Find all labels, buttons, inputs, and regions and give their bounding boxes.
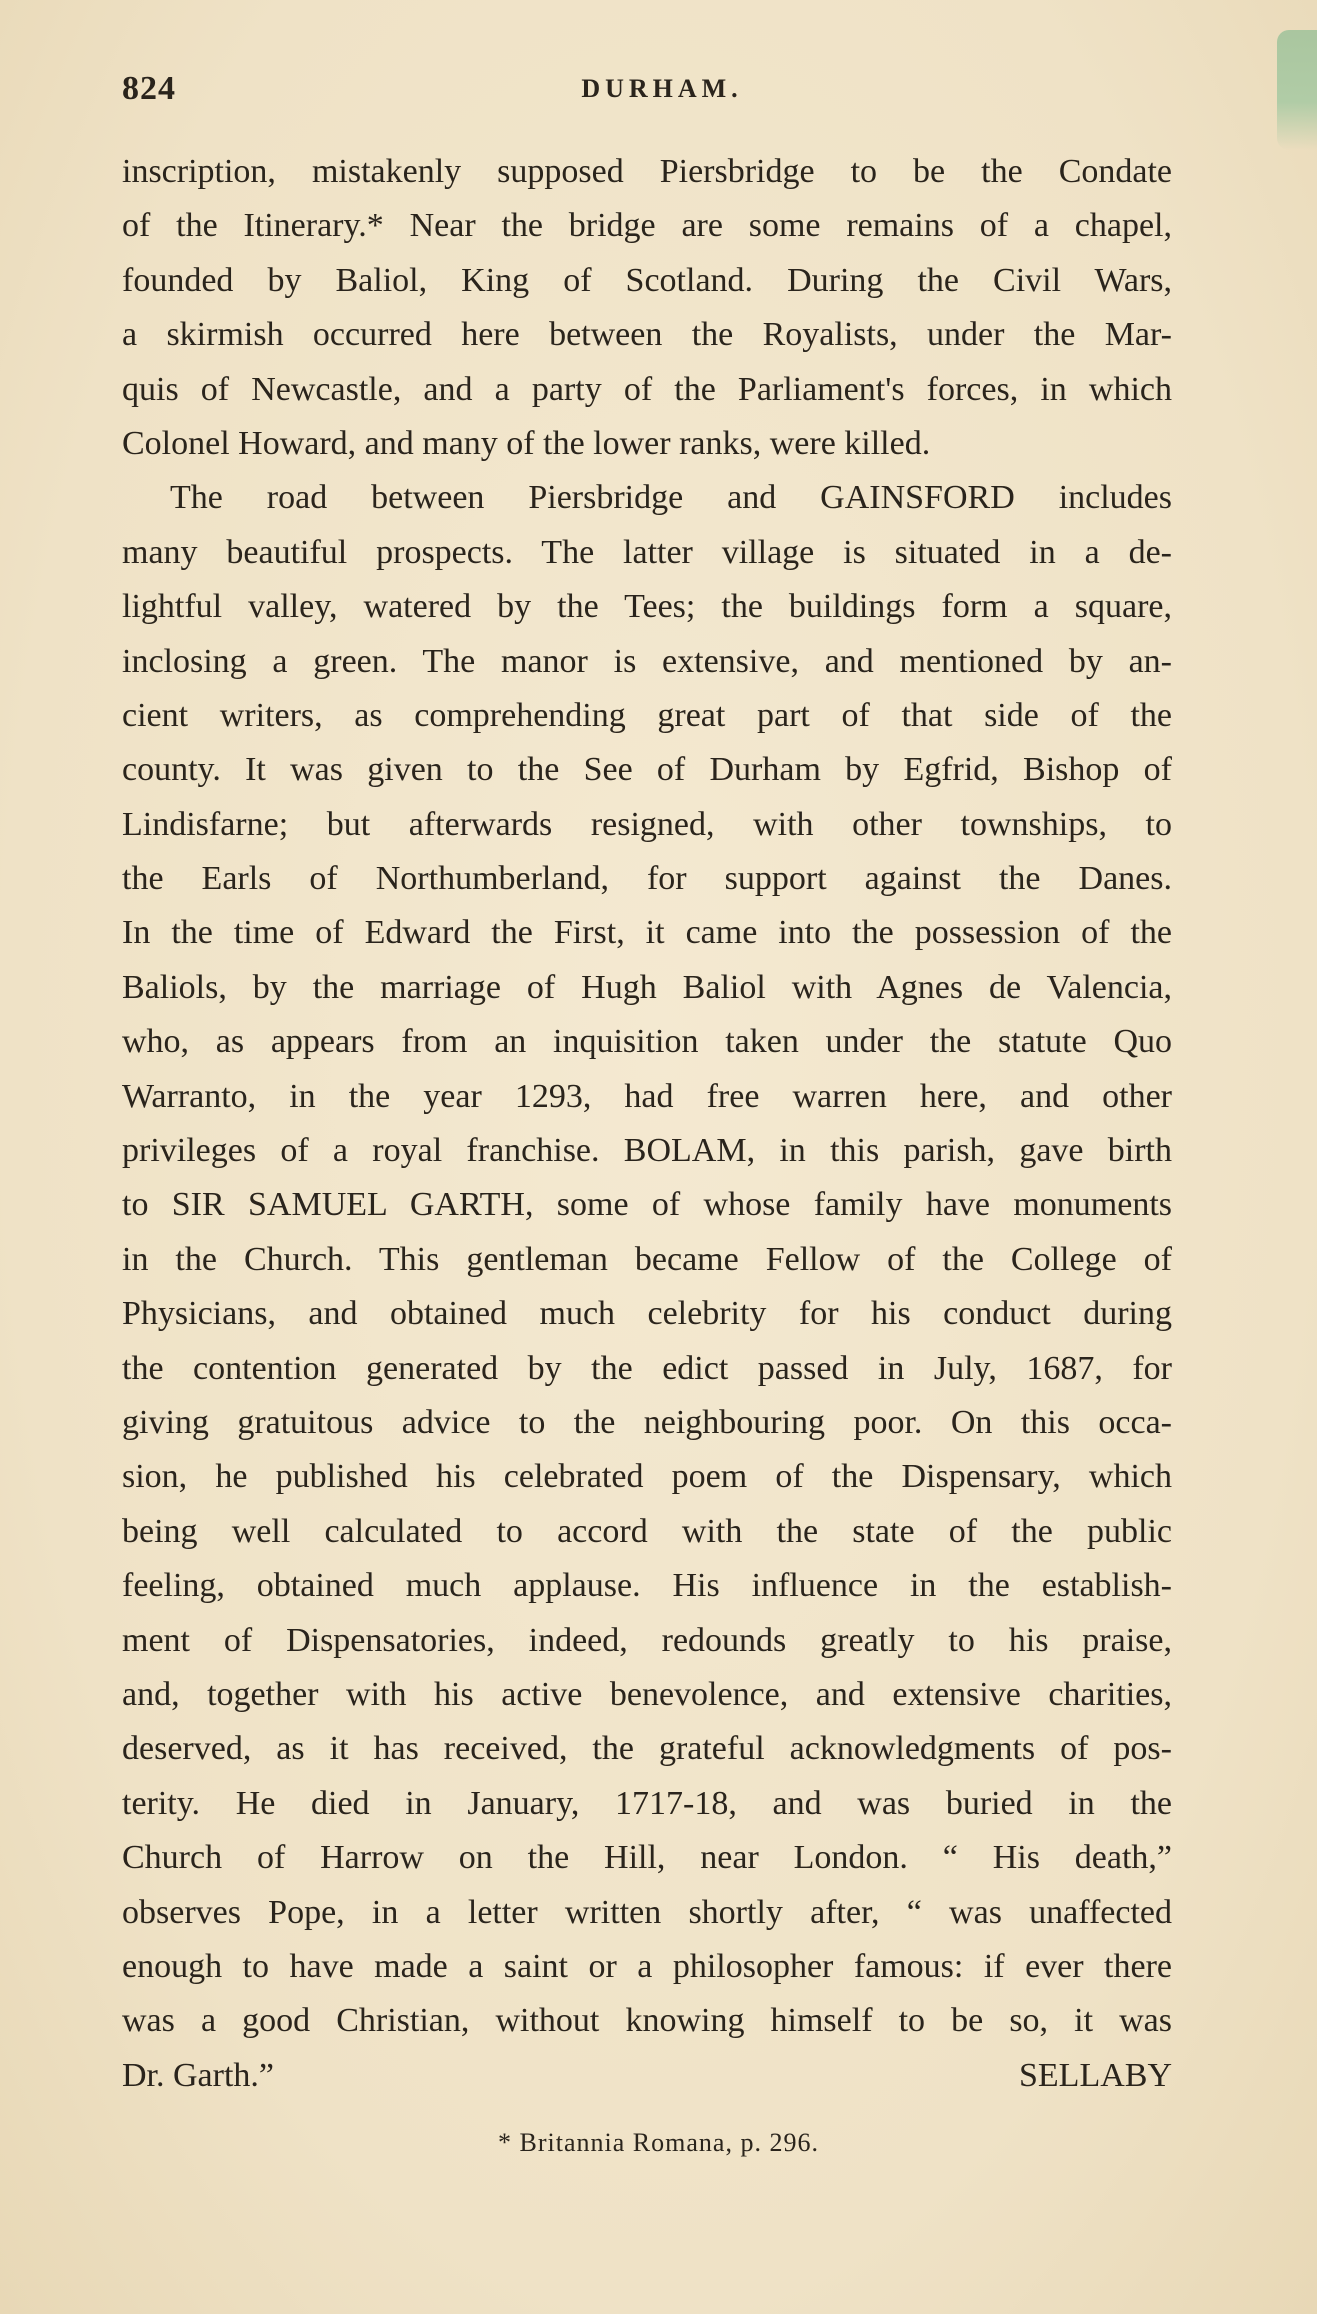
text-line: and, together with his active benevolence, and extensive charities, <box>122 1675 1172 1713</box>
text-line: Lindisfarne; but afterwards resigned, with other townships, to <box>122 805 1172 843</box>
text-line: cient writers, as comprehending great part of that side of the <box>122 696 1172 734</box>
text-line: the contention generated by the edict passed in July, 1687, for <box>122 1349 1172 1387</box>
text-line: founded by Baliol, King of Scotland. During the Civil Wars, <box>122 261 1172 299</box>
text-line: in the Church. This gentleman became Fellow of the College of <box>122 1240 1172 1278</box>
text-line: inscription, mistakenly supposed Piersbridge to be the Condate <box>122 153 1172 190</box>
text-line: the Earls of Northumberland, for support against the Danes. <box>122 860 1172 898</box>
text-line: Colonel Howard, and many of the lower ranks, were killed. <box>122 424 931 462</box>
text-line: observes Pope, in a letter written shortly after, “ was unaffected <box>122 1893 1172 1931</box>
text-line: In the time of Edward the First, it came into the possession of the <box>122 914 1172 952</box>
page-header <box>122 70 1202 116</box>
text-line: deserved, as it has received, the grateful acknowledgments of pos- <box>122 1730 1172 1768</box>
text-line: a skirmish occurred here between the Royalists, under the Mar- <box>122 316 1172 354</box>
text-line: many beautiful prospects. The latter village is situated in a de- <box>122 533 1172 571</box>
text-line: feeling, obtained much applause. His influence in the establish- <box>122 1567 1172 1605</box>
text-line: giving gratuitous advice to the neighbouring poor. On this occa- <box>122 1403 1172 1441</box>
text-line: being well calculated to accord with the state of the public <box>122 1512 1172 1550</box>
text-line: sion, he published his celebrated poem of the Dispensary, which <box>122 1458 1172 1496</box>
running-head: DURHAM. <box>581 74 743 103</box>
text-line: lightful valley, watered by the Tees; the buildings form a square, <box>122 588 1172 626</box>
final-line <box>122 2049 1172 2103</box>
text-line: county. It was given to the See of Durham by Egfrid, Bishop of <box>122 751 1172 789</box>
catchword: SELLABY <box>1019 2056 1172 2094</box>
text-line: terity. He died in January, 1717-18, and was buried in the <box>122 1784 1172 1822</box>
text-line: enough to have made a saint or a philosopher famous: if ever there <box>122 1947 1172 1985</box>
text-line: Warranto, in the year 1293, had free warren here, and other <box>122 1077 1172 1115</box>
final-line-text: Dr. Garth.” <box>122 2056 275 2094</box>
text-line: inclosing a green. The manor is extensive, and mentioned by an- <box>122 642 1172 680</box>
page-tab-mark <box>1277 30 1317 150</box>
body-text <box>122 145 1172 2103</box>
page-number: 824 <box>122 70 176 107</box>
text-line: Baliols, by the marriage of Hugh Baliol with Agnes de Valencia, <box>122 968 1172 1006</box>
text-line: ment of Dispensatories, indeed, redounds greatly to his praise, <box>122 1621 1172 1659</box>
text-line: quis of Newcastle, and a party of the Parliament's forces, in which <box>122 370 1172 408</box>
text-line: to SIR SAMUEL GARTH, some of whose family have monuments <box>122 1186 1172 1224</box>
text-line: privileges of a royal franchise. BOLAM, in this parish, gave birth <box>122 1132 1172 1170</box>
footnote: * Britannia Romana, p. 296. <box>498 2128 819 2157</box>
text-line: The road between Piersbridge and GAINSFORD includes <box>170 479 1172 517</box>
text-line: Church of Harrow on the Hill, near London. “ His death,” <box>122 1839 1172 1877</box>
text-line: Physicians, and obtained much celebrity for his conduct during <box>122 1295 1172 1333</box>
text-line: who, as appears from an inquisition taken under the statute Quo <box>122 1023 1172 1061</box>
text-line: of the Itinerary.* Near the bridge are some remains of a chapel, <box>122 207 1172 245</box>
text-line: was a good Christian, without knowing himself to be so, it was <box>122 2002 1172 2040</box>
